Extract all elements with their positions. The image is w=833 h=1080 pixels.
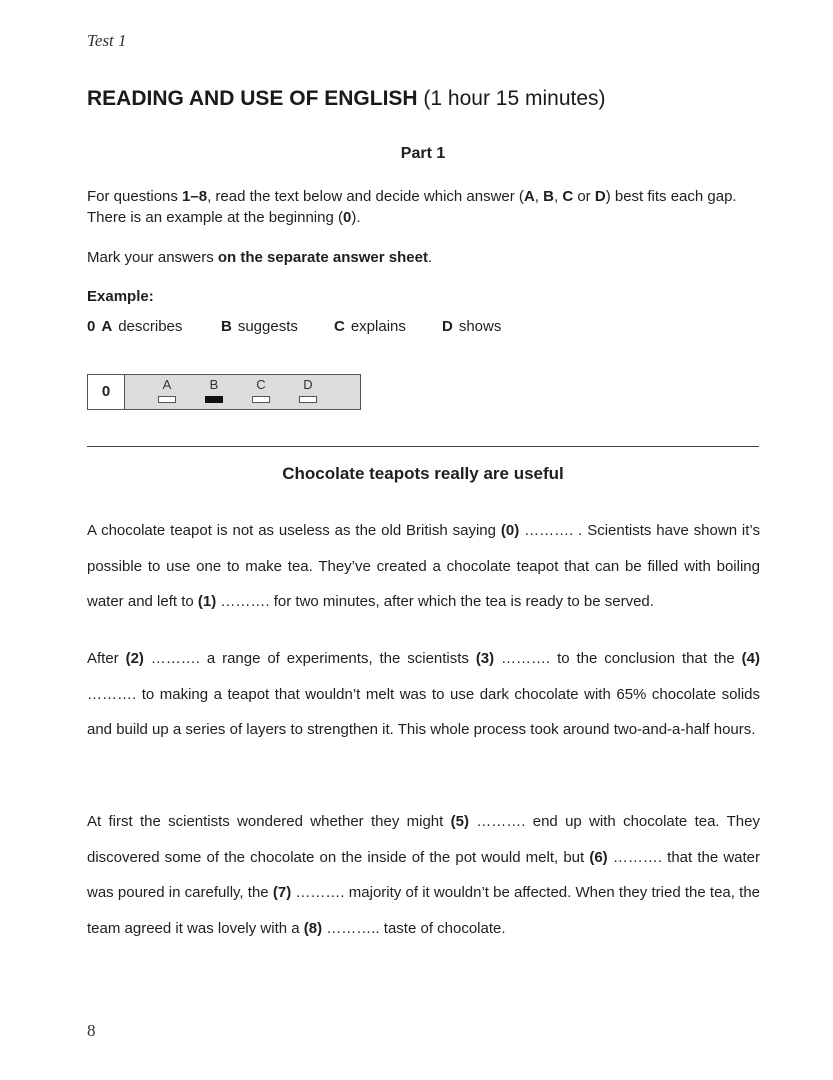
answer-box-grid	[125, 375, 360, 409]
instr-text: ) best fits each gap. There is an example at the beginning (	[87, 188, 737, 226]
passage-text: A chocolate teapot is not as useless as the old British saying	[87, 522, 501, 539]
answer-lozenge	[205, 396, 223, 403]
section-title-main: READING AND USE OF ENGLISH	[87, 87, 418, 110]
answer-cell-b	[204, 377, 224, 403]
option-word: suggests	[237, 318, 298, 335]
gap-number: (5)	[450, 813, 469, 830]
example-option-d	[442, 318, 501, 335]
example-answer-box	[87, 374, 361, 410]
instructions-questions	[87, 186, 762, 228]
running-head: Test 1	[87, 31, 127, 50]
passage-text: ………. a range of experiments, the scientists	[143, 650, 476, 667]
answer-letter: A	[162, 377, 172, 392]
option-letter: B	[221, 318, 232, 335]
answer-letter: C	[256, 377, 266, 392]
example-option-c	[334, 318, 406, 335]
answer-lozenge	[252, 396, 270, 403]
option-letter: A	[101, 318, 113, 335]
part-label: Part 1	[400, 145, 446, 162]
instr-text: ,	[553, 188, 563, 205]
instr-answer-sheet: on the separate answer sheet	[217, 249, 428, 266]
passage-text: ………. end up with chocolate tea. They discovered some of the chocolate on the inside of the pot would melt, but	[87, 813, 760, 866]
gap-number: (6)	[589, 848, 608, 866]
instr-text: For questions	[87, 188, 183, 205]
gap-number: (4)	[741, 650, 760, 667]
option-word: shows	[458, 318, 502, 335]
passage-text: ………. . Scientists have shown it’s possible to use one to make tea. They’ve created a chocolate teapot that can be filled with boiling water and left to	[87, 522, 760, 611]
answer-cell-a	[157, 377, 177, 403]
section-title	[87, 87, 606, 111]
instructions-mark	[87, 247, 762, 268]
passage-text: After	[87, 650, 126, 667]
option-word: explains	[350, 318, 406, 335]
example-option-a	[87, 318, 182, 335]
instr-opt-c: C	[562, 188, 574, 205]
instr-example-num: 0	[343, 209, 352, 226]
passage-paragraph-1	[87, 513, 760, 620]
gap-number: (0)	[500, 522, 520, 539]
instr-text: Mark your answers	[87, 249, 218, 266]
instr-text: or	[573, 188, 595, 205]
option-letter: C	[334, 318, 345, 335]
page-number: 8	[87, 1021, 96, 1040]
passage-paragraph-2	[87, 641, 760, 748]
instr-text: ).	[351, 209, 361, 226]
instr-range: 1–8	[182, 188, 208, 205]
passage-text: ……….. taste of chocolate.	[322, 920, 506, 938]
option-word: describes	[118, 318, 183, 335]
example-option-b	[221, 318, 298, 335]
passage-text: ………. for two minutes, after which the tea is ready to be served.	[216, 593, 654, 611]
answer-box-number: 0	[88, 375, 125, 409]
instr-opt-b: B	[543, 188, 554, 205]
gap-number: (7)	[272, 884, 292, 902]
passage-text: ………. that the water was poured in carefully, the	[87, 848, 760, 902]
instr-text: .	[427, 249, 433, 266]
answer-letter: D	[303, 377, 313, 392]
instr-opt-d: D	[594, 188, 606, 205]
section-duration: (1 hour 15 minutes)	[423, 87, 606, 110]
gap-number: (1)	[197, 593, 217, 611]
instr-text: , read the text below and decide which answer (	[207, 188, 524, 205]
answer-cell-c	[251, 377, 271, 403]
option-letter: D	[442, 318, 453, 335]
passage-title: Chocolate teapots really are useful	[282, 464, 564, 483]
passage-text: At first the scientists wondered whether they might	[87, 813, 451, 830]
gap-number: (3)	[475, 650, 495, 667]
passage-text: ………. to making a teapot that wouldn’t melt was to use dark chocolate with 65% chocolate solids and build up a series of layers to strengthen it. This whole process took around two-and-a-half hours.	[87, 685, 760, 739]
answer-lozenge	[158, 396, 176, 403]
gap-number: (2)	[125, 650, 144, 667]
instr-opt-a: A	[523, 188, 535, 205]
example-label: Example:	[87, 288, 154, 305]
answer-cell-d	[298, 377, 318, 403]
gap-number: (8)	[303, 920, 323, 938]
instr-text: ,	[534, 188, 544, 205]
divider	[87, 446, 759, 447]
example-number: 0	[87, 318, 96, 335]
answer-letter: B	[209, 377, 219, 392]
answer-lozenge	[299, 396, 317, 403]
passage-paragraph-3	[87, 804, 760, 947]
passage-text: ………. majority of it wouldn’t be affected. When they tried the tea, the team agreed it was lovely with a	[87, 884, 760, 938]
passage-text: ………. to the conclusion that the	[494, 650, 742, 667]
